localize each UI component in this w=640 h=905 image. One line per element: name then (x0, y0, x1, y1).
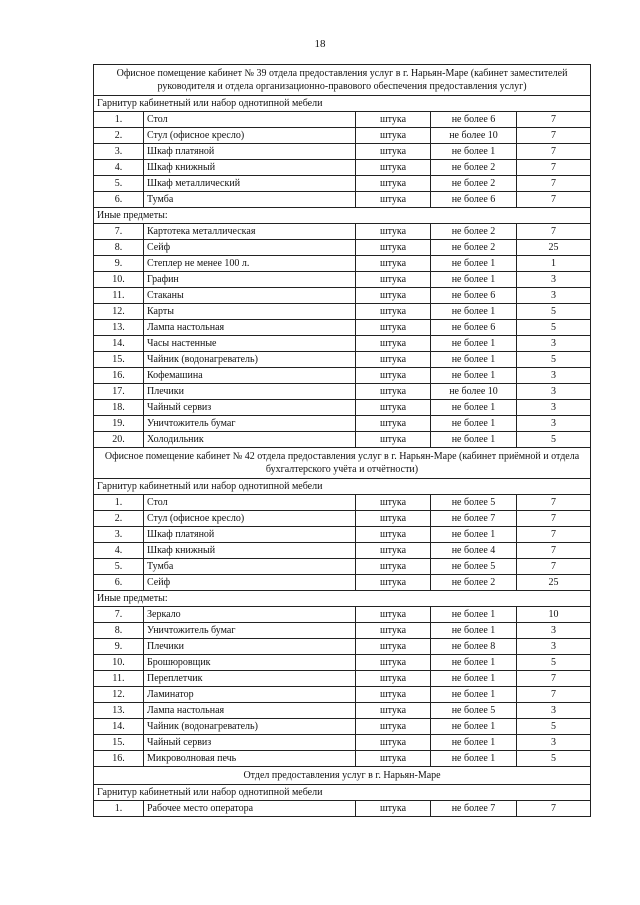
item-name: Плечики (144, 639, 356, 655)
item-quantity-limit: не более 5 (431, 559, 517, 575)
item-unit: штука (356, 801, 431, 817)
table-row (94, 416, 591, 432)
row-number: 5. (94, 176, 144, 192)
row-number: 7. (94, 607, 144, 623)
item-quantity-limit: не более 7 (431, 511, 517, 527)
row-number: 1. (94, 801, 144, 817)
item-quantity-limit: не более 1 (431, 304, 517, 320)
table-row (94, 801, 591, 817)
row-number: 9. (94, 639, 144, 655)
item-name: Кофемашина (144, 368, 356, 384)
group-title: Гарнитур кабинетный или набор однотипной мебели (94, 96, 591, 112)
section-title: Отдел предоставления услуг в г. Нарьян-Маре (94, 767, 591, 785)
item-service-years: 7 (517, 543, 591, 559)
section-header-row (94, 767, 591, 785)
row-number: 4. (94, 160, 144, 176)
table-row (94, 607, 591, 623)
row-number: 2. (94, 511, 144, 527)
item-unit: штука (356, 240, 431, 256)
item-quantity-limit: не более 6 (431, 192, 517, 208)
table-row (94, 112, 591, 128)
item-service-years: 7 (517, 224, 591, 240)
item-unit: штука (356, 320, 431, 336)
item-service-years: 1 (517, 256, 591, 272)
item-quantity-limit: не более 1 (431, 256, 517, 272)
item-quantity-limit: не более 6 (431, 112, 517, 128)
group-header-row (94, 479, 591, 495)
row-number: 11. (94, 288, 144, 304)
table-row (94, 256, 591, 272)
item-service-years: 3 (517, 272, 591, 288)
item-unit: штука (356, 416, 431, 432)
table-row (94, 432, 591, 448)
item-unit: штука (356, 639, 431, 655)
item-name: Стул (офисное кресло) (144, 511, 356, 527)
item-unit: штука (356, 623, 431, 639)
item-service-years: 5 (517, 719, 591, 735)
item-service-years: 7 (517, 511, 591, 527)
item-service-years: 7 (517, 128, 591, 144)
item-unit: штука (356, 192, 431, 208)
row-number: 20. (94, 432, 144, 448)
item-service-years: 3 (517, 416, 591, 432)
row-number: 6. (94, 192, 144, 208)
row-number: 1. (94, 112, 144, 128)
item-name: Шкаф книжный (144, 543, 356, 559)
group-title: Гарнитур кабинетный или набор однотипной мебели (94, 785, 591, 801)
item-name: Тумба (144, 559, 356, 575)
item-quantity-limit: не более 1 (431, 687, 517, 703)
row-number: 3. (94, 144, 144, 160)
item-service-years: 3 (517, 623, 591, 639)
item-quantity-limit: не более 5 (431, 703, 517, 719)
item-quantity-limit: не более 7 (431, 801, 517, 817)
furniture-norms-table (93, 64, 591, 817)
table-row (94, 336, 591, 352)
table-row (94, 527, 591, 543)
item-unit: штука (356, 400, 431, 416)
row-number: 11. (94, 671, 144, 687)
item-service-years: 5 (517, 655, 591, 671)
group-title: Гарнитур кабинетный или набор однотипной мебели (94, 479, 591, 495)
row-number: 10. (94, 655, 144, 671)
item-service-years: 7 (517, 559, 591, 575)
item-quantity-limit: не более 2 (431, 176, 517, 192)
item-service-years: 7 (517, 144, 591, 160)
item-service-years: 5 (517, 304, 591, 320)
item-service-years: 3 (517, 400, 591, 416)
table-row (94, 240, 591, 256)
item-service-years: 7 (517, 176, 591, 192)
item-service-years: 7 (517, 671, 591, 687)
item-quantity-limit: не более 2 (431, 240, 517, 256)
table-row (94, 304, 591, 320)
table-row (94, 719, 591, 735)
group-header-row (94, 96, 591, 112)
item-unit: штука (356, 575, 431, 591)
row-number: 9. (94, 256, 144, 272)
item-service-years: 5 (517, 352, 591, 368)
row-number: 13. (94, 320, 144, 336)
item-service-years: 7 (517, 527, 591, 543)
item-service-years: 3 (517, 703, 591, 719)
item-name: Холодильник (144, 432, 356, 448)
item-unit: штука (356, 751, 431, 767)
group-title: Иные предметы: (94, 208, 591, 224)
page-number: 18 (314, 38, 326, 50)
item-name: Лампа настольная (144, 703, 356, 719)
item-unit: штука (356, 176, 431, 192)
item-unit: штука (356, 687, 431, 703)
item-unit: штука (356, 368, 431, 384)
item-service-years: 3 (517, 336, 591, 352)
item-quantity-limit: не более 5 (431, 495, 517, 511)
row-number: 6. (94, 575, 144, 591)
item-unit: штука (356, 128, 431, 144)
table-row (94, 224, 591, 240)
table-row (94, 128, 591, 144)
item-name: Лампа настольная (144, 320, 356, 336)
item-unit: штука (356, 112, 431, 128)
item-quantity-limit: не более 1 (431, 607, 517, 623)
item-name: Уничтожитель бумаг (144, 416, 356, 432)
row-number: 8. (94, 623, 144, 639)
table-row (94, 320, 591, 336)
item-name: Чайник (водонагреватель) (144, 352, 356, 368)
table-row (94, 655, 591, 671)
item-service-years: 7 (517, 112, 591, 128)
item-name: Шкаф платяной (144, 527, 356, 543)
row-number: 1. (94, 495, 144, 511)
table-row (94, 511, 591, 527)
item-quantity-limit: не более 1 (431, 719, 517, 735)
row-number: 13. (94, 703, 144, 719)
table-body (94, 65, 591, 817)
item-unit: штука (356, 511, 431, 527)
item-unit: штука (356, 256, 431, 272)
item-unit: штука (356, 607, 431, 623)
item-service-years: 7 (517, 687, 591, 703)
item-quantity-limit: не более 10 (431, 128, 517, 144)
item-name: Уничтожитель бумаг (144, 623, 356, 639)
row-number: 16. (94, 751, 144, 767)
row-number: 15. (94, 735, 144, 751)
item-quantity-limit: не более 1 (431, 416, 517, 432)
section-header-row (94, 448, 591, 479)
item-name: Карты (144, 304, 356, 320)
item-unit: штука (356, 543, 431, 559)
item-quantity-limit: не более 1 (431, 144, 517, 160)
item-quantity-limit: не более 1 (431, 735, 517, 751)
row-number: 14. (94, 336, 144, 352)
item-unit: штука (356, 304, 431, 320)
row-number: 4. (94, 543, 144, 559)
item-name: Рабочее место оператора (144, 801, 356, 817)
row-number: 19. (94, 416, 144, 432)
group-header-row (94, 208, 591, 224)
section-title: Офисное помещение кабинет № 42 отдела предоставления услуг в г. Нарьян-Маре (кабинет приёмной и отдела бухгалтерского учёта и отчётности) (94, 448, 591, 479)
item-name: Шкаф книжный (144, 160, 356, 176)
item-quantity-limit: не более 1 (431, 527, 517, 543)
item-name: Ламинатор (144, 687, 356, 703)
item-quantity-limit: не более 2 (431, 160, 517, 176)
item-quantity-limit: не более 1 (431, 400, 517, 416)
table-row (94, 144, 591, 160)
item-service-years: 7 (517, 801, 591, 817)
item-name: Чайный сервиз (144, 400, 356, 416)
item-service-years: 7 (517, 192, 591, 208)
item-name: Часы настенные (144, 336, 356, 352)
item-unit: штука (356, 703, 431, 719)
item-service-years: 5 (517, 320, 591, 336)
item-name: Тумба (144, 192, 356, 208)
table-row (94, 703, 591, 719)
group-header-row (94, 785, 591, 801)
item-quantity-limit: не более 1 (431, 623, 517, 639)
table-row (94, 192, 591, 208)
row-number: 18. (94, 400, 144, 416)
item-name: Графин (144, 272, 356, 288)
item-name: Стол (144, 112, 356, 128)
item-quantity-limit: не более 2 (431, 575, 517, 591)
item-quantity-limit: не более 6 (431, 288, 517, 304)
section-title: Офисное помещение кабинет № 39 отдела предоставления услуг в г. Нарьян-Маре (кабинет заместителей руководителя и отдела организационно-правового обеспечения предоставления услуг) (94, 65, 591, 96)
table-row (94, 543, 591, 559)
table-row (94, 623, 591, 639)
item-name: Шкаф металлический (144, 176, 356, 192)
row-number: 8. (94, 240, 144, 256)
item-unit: штука (356, 495, 431, 511)
item-service-years: 10 (517, 607, 591, 623)
item-name: Сейф (144, 240, 356, 256)
table-row (94, 384, 591, 400)
item-quantity-limit: не более 1 (431, 368, 517, 384)
item-unit: штука (356, 384, 431, 400)
item-unit: штука (356, 719, 431, 735)
row-number: 12. (94, 687, 144, 703)
item-unit: штука (356, 272, 431, 288)
item-unit: штука (356, 527, 431, 543)
item-name: Сейф (144, 575, 356, 591)
item-unit: штука (356, 224, 431, 240)
item-name: Переплетчик (144, 671, 356, 687)
row-number: 10. (94, 272, 144, 288)
item-quantity-limit: не более 10 (431, 384, 517, 400)
item-unit: штука (356, 352, 431, 368)
item-service-years: 7 (517, 495, 591, 511)
item-service-years: 3 (517, 639, 591, 655)
table-row (94, 352, 591, 368)
item-name: Плечики (144, 384, 356, 400)
item-quantity-limit: не более 1 (431, 272, 517, 288)
item-quantity-limit: не более 8 (431, 639, 517, 655)
table-row (94, 272, 591, 288)
item-quantity-limit: не более 1 (431, 751, 517, 767)
item-name: Зеркало (144, 607, 356, 623)
group-title: Иные предметы: (94, 591, 591, 607)
row-number: 16. (94, 368, 144, 384)
row-number: 14. (94, 719, 144, 735)
item-unit: штука (356, 559, 431, 575)
item-service-years: 3 (517, 384, 591, 400)
row-number: 17. (94, 384, 144, 400)
table-row (94, 368, 591, 384)
section-header-row (94, 65, 591, 96)
item-name: Микроволновая печь (144, 751, 356, 767)
table-row (94, 735, 591, 751)
table-row (94, 160, 591, 176)
item-quantity-limit: не более 6 (431, 320, 517, 336)
item-service-years: 3 (517, 735, 591, 751)
item-quantity-limit: не более 1 (431, 432, 517, 448)
group-header-row (94, 591, 591, 607)
item-unit: штука (356, 144, 431, 160)
item-unit: штука (356, 160, 431, 176)
item-service-years: 25 (517, 575, 591, 591)
table-row (94, 687, 591, 703)
item-quantity-limit: не более 1 (431, 352, 517, 368)
item-service-years: 25 (517, 240, 591, 256)
item-name: Брошюровщик (144, 655, 356, 671)
item-unit: штука (356, 432, 431, 448)
item-unit: штука (356, 288, 431, 304)
table-row (94, 495, 591, 511)
row-number: 7. (94, 224, 144, 240)
item-quantity-limit: не более 2 (431, 224, 517, 240)
item-name: Шкаф платяной (144, 144, 356, 160)
table-row (94, 671, 591, 687)
row-number: 12. (94, 304, 144, 320)
table-row (94, 751, 591, 767)
item-quantity-limit: не более 1 (431, 336, 517, 352)
item-name: Стаканы (144, 288, 356, 304)
item-name: Стул (офисное кресло) (144, 128, 356, 144)
item-service-years: 5 (517, 432, 591, 448)
item-quantity-limit: не более 1 (431, 671, 517, 687)
item-quantity-limit: не более 1 (431, 655, 517, 671)
item-name: Стол (144, 495, 356, 511)
table-row (94, 639, 591, 655)
item-name: Чайник (водонагреватель) (144, 719, 356, 735)
row-number: 2. (94, 128, 144, 144)
item-unit: штука (356, 671, 431, 687)
item-unit: штука (356, 655, 431, 671)
table-row (94, 288, 591, 304)
row-number: 15. (94, 352, 144, 368)
item-service-years: 3 (517, 288, 591, 304)
item-name: Чайный сервиз (144, 735, 356, 751)
item-name: Картотека металлическая (144, 224, 356, 240)
item-quantity-limit: не более 4 (431, 543, 517, 559)
table-row (94, 400, 591, 416)
item-service-years: 3 (517, 368, 591, 384)
item-service-years: 5 (517, 751, 591, 767)
item-unit: штука (356, 735, 431, 751)
row-number: 5. (94, 559, 144, 575)
table-row (94, 559, 591, 575)
item-unit: штука (356, 336, 431, 352)
item-name: Степлер не менее 100 л. (144, 256, 356, 272)
table-row (94, 575, 591, 591)
table-row (94, 176, 591, 192)
row-number: 3. (94, 527, 144, 543)
item-service-years: 7 (517, 160, 591, 176)
